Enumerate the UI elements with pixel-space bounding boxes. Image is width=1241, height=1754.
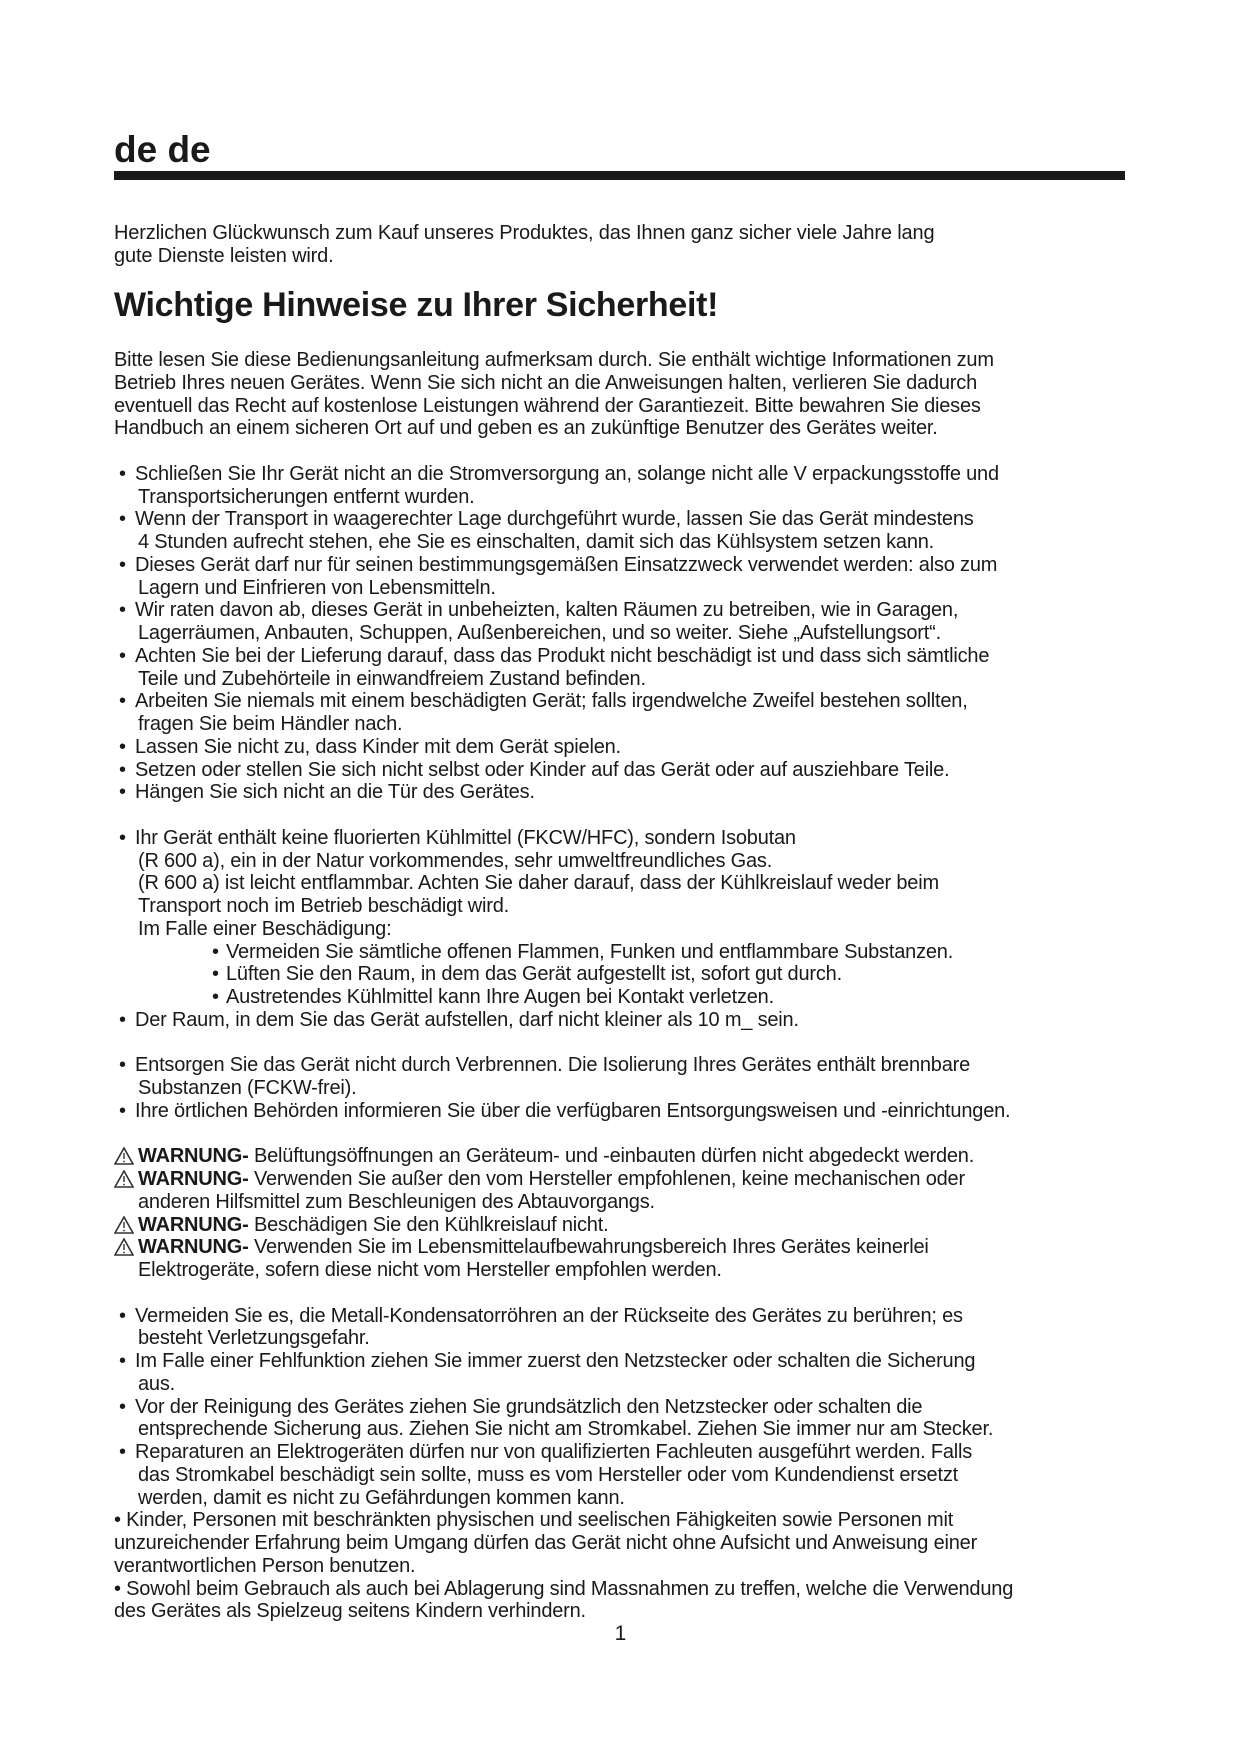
line-text: Reparaturen an Elektrogeräten dürfen nur von qualifizierten Fachleuten ausgeführt werden. Falls (135, 1441, 973, 1463)
warning-label: WARNUNG- (138, 1168, 249, 1190)
text-line (114, 713, 1144, 736)
text-line (114, 577, 1144, 600)
line-text: werden, damit es nicht zu Gefährdungen kommen kann. (138, 1486, 625, 1509)
warning-text (138, 1168, 965, 1191)
line-text: • Kinder, Personen mit beschränkten physischen und seelischen Fähigkeiten sowie Personen mit (114, 1509, 954, 1532)
bullet-icon: • (119, 1441, 126, 1463)
bullet-item (114, 1441, 1144, 1464)
text-line (114, 1464, 1144, 1487)
bullet-item (114, 1350, 1144, 1373)
page-number: 1 (614, 1622, 627, 1645)
text-line (114, 1259, 1144, 1282)
line-text: aus. (138, 1372, 176, 1395)
bullet-icon: • (119, 462, 126, 485)
bullet-item (114, 1054, 1144, 1077)
bullet-icon: • (119, 644, 126, 667)
warning-triangle-icon (114, 1216, 134, 1234)
text-line (114, 850, 1144, 873)
line-text: Ihr Gerät enthält keine fluorierten Kühlmittel (FKCW/HFC), sondern Isobutan (135, 826, 796, 849)
warning-label: WARNUNG- (138, 1213, 249, 1236)
line-text: Im Falle einer Fehlfunktion ziehen Sie immer zuerst den Netzstecker oder schalten die Sicherung (135, 1350, 976, 1372)
bullet-icon: • (119, 1304, 126, 1327)
line-text: verantwortlichen Person benutzen. (114, 1554, 416, 1577)
text-line (114, 872, 1144, 895)
spacer (114, 1282, 1144, 1305)
line-text: Austretendes Kühlmittel kann Ihre Augen bei Kontakt verletzen. (226, 986, 774, 1008)
line-text: Wir raten davon ab, dieses Gerät in unbeheizten, kalten Räumen zu betreiben, wie in Garagen, (135, 599, 959, 622)
line-text: Ihre örtlichen Behörden informieren Sie über die verfügbaren Entsorgungsweisen und -einrichtungen. (135, 1099, 1011, 1122)
bullet-item (114, 508, 1144, 531)
section-heading: Wichtige Hinweise zu Ihrer Sicherheit! (114, 286, 719, 324)
line-text: Lagerräumen, Anbauten, Schuppen, Außenbereichen, und so weiter. Siehe „Aufstellungsort“. (138, 622, 941, 644)
bullet-item (114, 1009, 1144, 1032)
line-text: • Sowohl beim Gebrauch als auch bei Ablagerung sind Massnahmen zu treffen, welche die Verwendung (114, 1577, 1014, 1600)
warning-text (138, 1145, 974, 1168)
text-line (114, 372, 1144, 395)
text-line (114, 1418, 1144, 1441)
bullet-item (114, 781, 1144, 804)
warning-line (114, 1168, 1144, 1191)
warning-message: Belüftungsöffnungen an Geräteum- und -einbauten dürfen nicht abgedeckt werden. (253, 1145, 975, 1168)
warning-label: WARNUNG- (138, 1236, 249, 1259)
bullet-item (114, 941, 1144, 964)
bullet-icon: • (119, 508, 126, 531)
bullet-icon: • (119, 1054, 126, 1077)
text-line (114, 1509, 1144, 1532)
bullet-item (114, 463, 1144, 486)
document-title: de de (114, 129, 211, 170)
bullet-item (114, 690, 1144, 713)
line-text: Vermeiden Sie es, die Metall-Kondensatorröhren an der Rückseite des Gerätes zu berühren; es (135, 1304, 963, 1327)
line-text: Dieses Gerät darf nur für seinen bestimmungsgemäßen Einsatzzweck verwendet werden: also zum (135, 553, 998, 576)
text-line (114, 349, 1144, 372)
title-divider (114, 171, 1125, 180)
safety-instructions (114, 349, 1144, 1623)
line-text: Entsorgen Sie das Gerät nicht durch Verbrennen. Die Isolierung Ihres Gerätes enthält brennbare (135, 1054, 971, 1077)
line-text: Setzen oder stellen Sie sich nicht selbst oder Kinder auf das Gerät oder auf ausziehbare Teile. (135, 758, 950, 781)
intro-line: gute Dienste leisten wird. (114, 245, 334, 267)
warning-line (114, 1145, 1144, 1168)
line-text: Lagern und Einfrieren von Lebensmitteln. (138, 576, 496, 599)
warning-triangle-icon (114, 1147, 134, 1165)
warning-line (114, 1214, 1144, 1237)
bullet-icon: • (119, 1008, 126, 1031)
line-text: Elektrogeräte, sofern diese nicht vom Hersteller empfohlen werden. (138, 1259, 722, 1281)
text-line (114, 918, 1144, 941)
line-text: Im Falle einer Beschädigung: (138, 917, 392, 940)
warning-triangle-icon (114, 1238, 134, 1256)
warning-text (138, 1236, 929, 1259)
line-text: Der Raum, in dem Sie das Gerät aufstellen, darf nicht kleiner als 10 m_ sein. (135, 1008, 799, 1031)
line-text: Substanzen (FCKW-frei). (138, 1077, 357, 1099)
text-line (114, 1373, 1144, 1396)
warning-line (114, 1236, 1144, 1259)
line-text: eventuell das Recht auf kostenlose Leistungen während der Garantiezeit. Bitte bewahren Sie dieses (114, 394, 981, 417)
line-text: (R 600 a) ist leicht entflammbar. Achten Sie daher darauf, dass der Kühlkreislauf weder beim (138, 872, 939, 895)
line-text: 4 Stunden aufrecht stehen, ehe Sie es einschalten, damit sich das Kühlsystem setzen kann. (138, 531, 935, 553)
bullet-item (114, 986, 1144, 1009)
bullet-icon: • (119, 1350, 126, 1372)
text-line (114, 1327, 1144, 1350)
warning-message: Verwenden Sie im Lebensmittelaufbewahrungsbereich Ihres Gerätes keinerlei (253, 1236, 929, 1259)
line-text: Wenn der Transport in waagerechter Lage durchgeführt wurde, lassen Sie das Gerät mindestens (135, 508, 974, 531)
text-line (114, 1487, 1144, 1510)
bullet-icon: • (212, 986, 219, 1008)
text-line (114, 395, 1144, 418)
bullet-item (114, 1396, 1144, 1419)
line-text: Lüften Sie den Raum, in dem das Gerät aufgestellt ist, sofort gut durch. (226, 963, 842, 986)
line-text: Transport noch im Betrieb beschädigt wird. (138, 895, 510, 917)
spacer (114, 1123, 1144, 1146)
warning-message: Verwenden Sie außer den vom Hersteller empfohlenen, keine mechanischen oder (253, 1168, 965, 1190)
bullet-icon: • (119, 826, 126, 849)
warning-text (138, 1214, 608, 1237)
text-line (114, 531, 1144, 554)
bullet-item (114, 645, 1144, 668)
warning-triangle-icon (114, 1170, 134, 1188)
line-text: Bitte lesen Sie diese Bedienungsanleitung aufmerksam durch. Sie enthält wichtige Informationen zum (114, 349, 994, 371)
spacer (114, 440, 1144, 463)
line-text: Arbeiten Sie niemals mit einem beschädigten Gerät; falls irgendwelche Zweifel bestehen sollten, (135, 690, 968, 713)
line-text: das Stromkabel beschädigt sein sollte, muss es vom Hersteller oder vom Kundendienst ersetzt (138, 1463, 958, 1486)
line-text: Handbuch an einem sicheren Ort auf und geben es an zukünftige Benutzer des Gerätes weiter. (114, 417, 938, 440)
line-text: Schließen Sie Ihr Gerät nicht an die Stromversorgung an, solange nicht alle V erpackungsstoffe und (135, 462, 999, 485)
bullet-item (114, 1305, 1144, 1328)
intro-paragraph (114, 222, 934, 268)
bullet-item (114, 827, 1144, 850)
line-text: des Gerätes als Spielzeug seitens Kindern verhindern. (114, 1600, 586, 1623)
text-line (114, 1532, 1144, 1555)
bullet-icon: • (212, 963, 219, 986)
bullet-icon: • (119, 553, 126, 576)
bullet-item (114, 554, 1144, 577)
bullet-item (114, 963, 1144, 986)
line-text: (R 600 a), ein in der Natur vorkommendes, sehr umweltfreundliches Gas. (138, 849, 773, 872)
bullet-icon: • (119, 599, 126, 622)
text-line (114, 668, 1144, 691)
text-line (114, 417, 1144, 440)
bullet-item (114, 759, 1144, 782)
line-text: Betrieb Ihres neuen Gerätes. Wenn Sie sich nicht an die Anweisungen halten, verlieren Sie dadurch (114, 371, 977, 394)
line-text: besteht Verletzungsgefahr. (138, 1327, 370, 1350)
line-text: Lassen Sie nicht zu, dass Kinder mit dem Gerät spielen. (135, 735, 621, 758)
bullet-icon: • (119, 1395, 126, 1418)
line-text: unzureichender Erfahrung beim Umgang dürfen das Gerät nicht ohne Aufsicht und Anweisung einer (114, 1532, 978, 1554)
line-text: Hängen Sie sich nicht an die Tür des Gerätes. (135, 781, 535, 804)
bullet-icon: • (119, 758, 126, 781)
warning-label: WARNUNG- (138, 1145, 249, 1168)
warning-message: Beschädigen Sie den Kühlkreislauf nicht. (253, 1213, 609, 1236)
text-line (114, 1077, 1144, 1100)
bullet-icon: • (119, 1099, 126, 1122)
text-line (114, 486, 1144, 509)
text-line (114, 622, 1144, 645)
bullet-item (114, 1100, 1144, 1123)
spacer (114, 1032, 1144, 1055)
text-line (114, 1191, 1144, 1214)
bullet-icon: • (212, 940, 219, 963)
line-text: fragen Sie beim Händler nach. (138, 713, 403, 735)
text-line (114, 895, 1144, 918)
spacer (114, 804, 1144, 827)
line-text: entsprechende Sicherung aus. Ziehen Sie nicht am Stromkabel. Ziehen Sie immer nur am Stecker. (138, 1418, 994, 1441)
bullet-icon: • (119, 690, 126, 713)
line-text: anderen Hilfsmittel zum Beschleunigen des Abtauvorgangs. (138, 1190, 655, 1213)
intro-line: Herzlichen Glückwunsch zum Kauf unseres Produktes, das Ihnen ganz sicher viele Jahre lang (114, 222, 935, 244)
line-text: Vor der Reinigung des Gerätes ziehen Sie grundsätzlich den Netzstecker oder schalten die (135, 1395, 923, 1418)
bullet-icon: • (119, 735, 126, 758)
text-line (114, 1600, 1144, 1623)
line-text: Teile und Zubehörteile in einwandfreiem Zustand befinden. (138, 667, 646, 690)
text-line (114, 1578, 1144, 1601)
text-line (114, 1555, 1144, 1578)
line-text: Vermeiden Sie sämtliche offenen Flammen, Funken und entflammbare Substanzen. (226, 940, 954, 963)
bullet-item (114, 599, 1144, 622)
bullet-item (114, 736, 1144, 759)
bullet-icon: • (119, 781, 126, 804)
line-text: Achten Sie bei der Lieferung darauf, dass das Produkt nicht beschädigt ist und dass sich sämtliche (135, 644, 990, 667)
line-text: Transportsicherungen entfernt wurden. (138, 485, 475, 508)
